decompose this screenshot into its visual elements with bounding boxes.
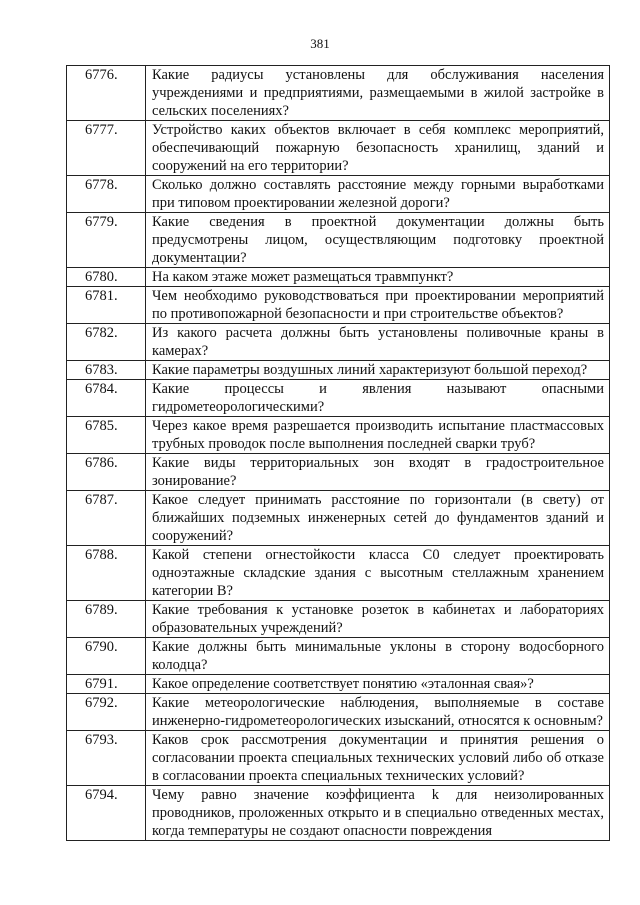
question-text: На каком этаже может размещаться травмпункт? [146,268,610,287]
question-text: Какие виды территориальных зон входят в градостроительное зонирование? [146,454,610,491]
table-row [67,786,610,841]
question-number: 6790. [67,638,146,675]
question-number: 6789. [67,601,146,638]
question-number: 6792. [67,694,146,731]
question-number: 6785. [67,417,146,454]
question-number: 6784. [67,380,146,417]
table-row [67,694,610,731]
question-number: 6783. [67,361,146,380]
table-row [67,417,610,454]
question-text: Какие метеорологические наблюдения, выполняемые в составе инженерно-гидрометеорологических изысканий, относятся к основным? [146,694,610,731]
question-text: Какой степени огнестойкости класса С0 следует проектировать одноэтажные складские здания с высотным стеллажным хранением категории В? [146,546,610,601]
question-number: 6788. [67,546,146,601]
table-row [67,361,610,380]
table-row [67,213,610,268]
question-text: Через какое время разрешается производить испытание пластмассовых трубных проводок после выполнения последней сварки труб? [146,417,610,454]
question-number: 6787. [67,491,146,546]
table-row [67,454,610,491]
question-text: Какое определение соответствует понятию «эталонная свая»? [146,675,610,694]
table-row [67,675,610,694]
question-text: Какие процессы и явления называют опасными гидрометеорологическими? [146,380,610,417]
table-row [67,268,610,287]
question-text: Какие должны быть минимальные уклоны в сторону водосборного колодца? [146,638,610,675]
question-text: Чем необходимо руководствоваться при проектировании мероприятий по противопожарной безопасности и при строительстве объектов? [146,287,610,324]
question-text: Какое следует принимать расстояние по горизонтали (в свету) от ближайших подземных инженерных сетей до фундаментов зданий и сооружений? [146,491,610,546]
question-number: 6776. [67,66,146,121]
question-text: Сколько должно составлять расстояние между горными выработками при типовом проектировании железной дороги? [146,176,610,213]
table-row [67,491,610,546]
question-text: Устройство каких объектов включает в себя комплекс мероприятий, обеспечивающий пожарную безопасность хранилищ, зданий и сооружений на его территории? [146,121,610,176]
table-row [67,546,610,601]
question-number: 6779. [67,213,146,268]
question-number: 6781. [67,287,146,324]
question-text: Чему равно значение коэффициента k для неизолированных проводников, проложенных открыто и в специально отведенных местах, когда температуры не создают опасности повреждения [146,786,610,841]
question-number: 6791. [67,675,146,694]
question-number: 6778. [67,176,146,213]
question-number: 6782. [67,324,146,361]
table-row [67,380,610,417]
question-number: 6793. [67,731,146,786]
question-text: Какие радиусы установлены для обслуживания населения учреждениями и предприятиями, размещаемыми в жилой застройке в сельских поселениях? [146,66,610,121]
question-text: Какие параметры воздушных линий характеризуют большой переход? [146,361,610,380]
page-number: 381 [310,36,330,51]
table-row [67,638,610,675]
question-number: 6780. [67,268,146,287]
question-number: 6786. [67,454,146,491]
questions-table [66,65,610,841]
table-row [67,731,610,786]
table-row [67,66,610,121]
question-text: Каков срок рассмотрения документации и принятия решения о согласовании проекта специальных технических условий либо об отказе в согласовании проекта специальных технических условий? [146,731,610,786]
question-text: Какие требования к установке розеток в кабинетах и лабораториях образовательных учреждений? [146,601,610,638]
question-number: 6794. [67,786,146,841]
questions-table-body [67,66,610,841]
table-row [67,121,610,176]
table-row [67,176,610,213]
question-text: Из какого расчета должны быть установлены поливочные краны в камерах? [146,324,610,361]
question-number: 6777. [67,121,146,176]
table-row [67,324,610,361]
table-row [67,601,610,638]
question-text: Какие сведения в проектной документации должны быть предусмотрены лицом, осуществляющим подготовку проектной документации? [146,213,610,268]
table-row [67,287,610,324]
